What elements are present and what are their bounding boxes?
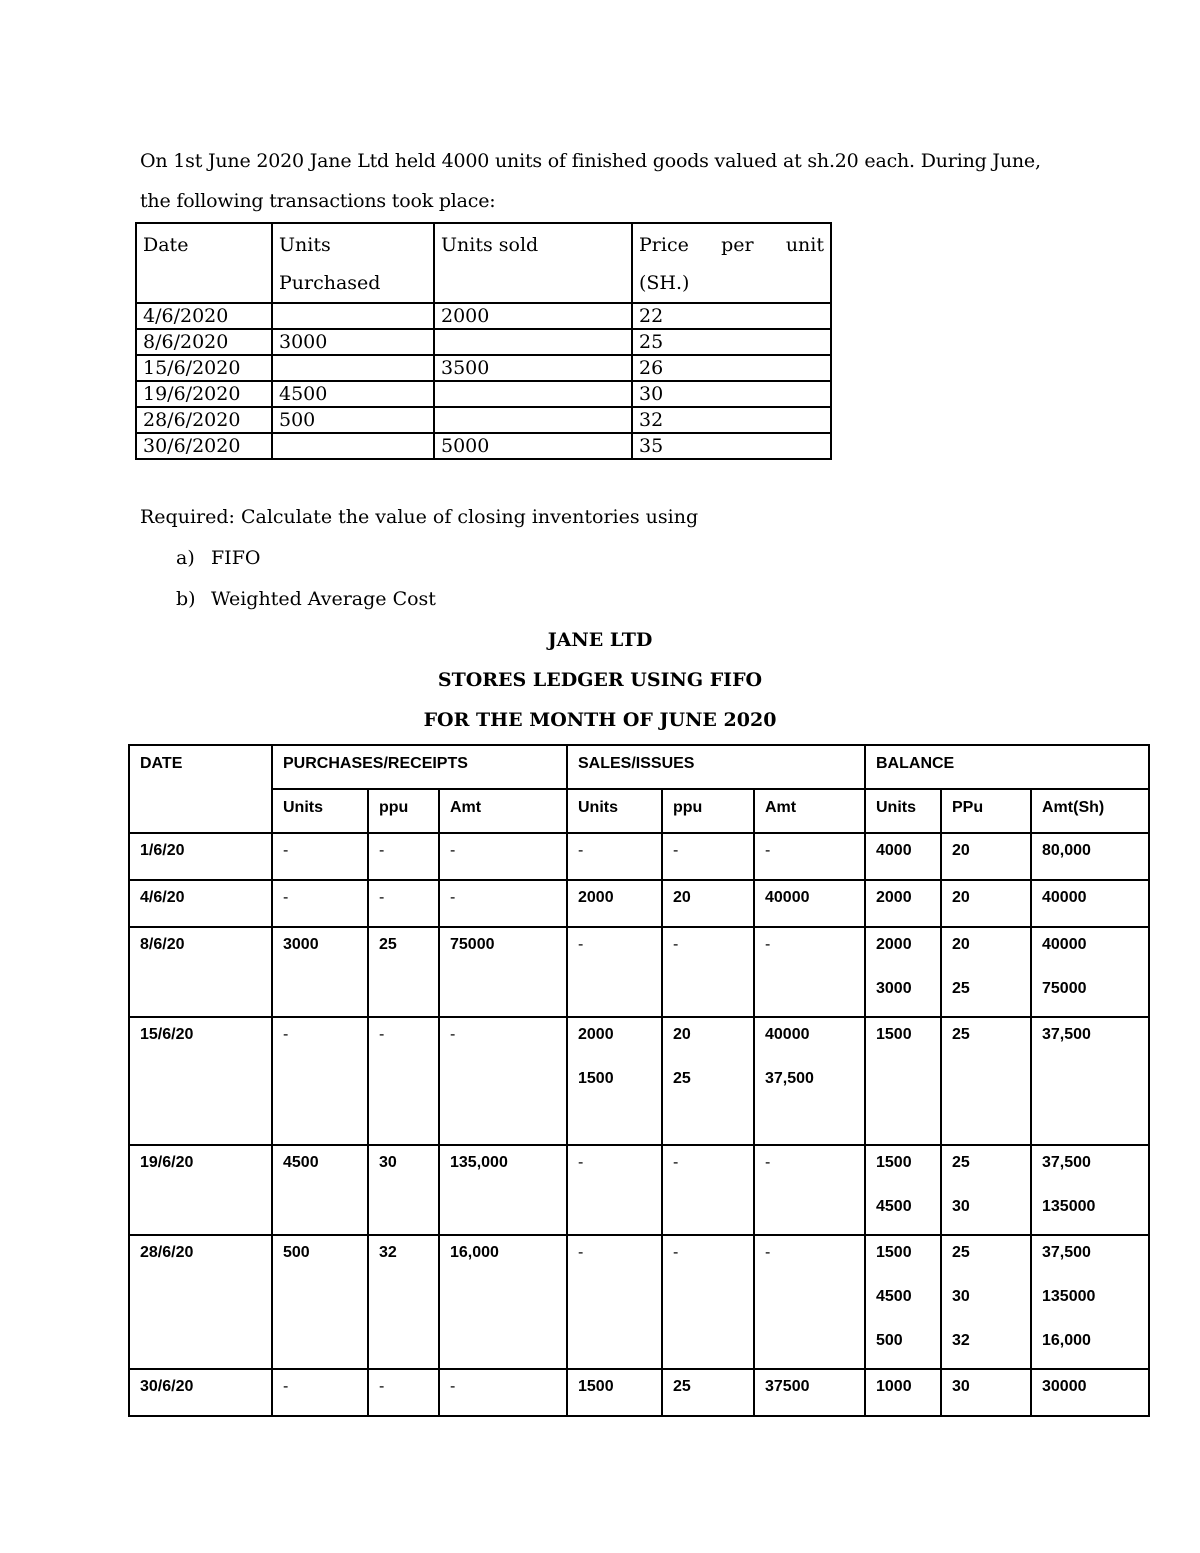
ledger-cell-b-units [865,1017,941,1145]
ledger-value: 2000 [876,936,912,953]
transaction-cell-price: 35 [632,433,831,459]
ledger-cell-p-amt [439,1017,567,1145]
ledger-header-date: DATE [129,745,272,833]
ledger-value: - [673,1244,679,1261]
ledger-value: - [379,1026,385,1043]
ledger-value: 25 [673,1070,691,1087]
transaction-cell-sold: 2000 [434,303,632,329]
transactions-table [135,222,832,460]
ledger-cell-b-ppu [941,1145,1031,1235]
ledger-value: - [450,1026,456,1043]
ledger-cell-date [129,1017,272,1145]
ledger-cell-date [129,1145,272,1235]
ledger-cell-b-ppu [941,927,1031,1017]
ledger-value: 135,000 [450,1154,508,1171]
transaction-cell-date: 30/6/2020 [136,433,272,459]
header-date: Date [136,223,272,303]
ledger-cell-date: 1/6/20 [129,833,272,880]
ledger-value: 20 [952,936,970,953]
ledger-cell-s-amt: 40000 [754,880,865,927]
header-price-per-unit [632,223,831,303]
ledger-value: - [578,936,584,953]
ledger-cell-s-ppu: 20 [662,880,754,927]
ledger-cell-b-units [865,1235,941,1369]
transaction-cell-date: 19/6/2020 [136,381,272,407]
transaction-cell-purchased [272,355,434,381]
transaction-cell-sold: 5000 [434,433,632,459]
ledger-value: 20 [673,1026,691,1043]
ledger-cell-p-amt: - [439,833,567,880]
ledger-row [129,1017,1149,1145]
required-line: Required: Calculate the value of closing inventories using [140,506,699,528]
intro-line-1: On 1st June 2020 Jane Ltd held 4000 units of finished goods valued at sh.20 each. During June, [140,150,1041,172]
header-price-word-1: Price [639,234,689,256]
transaction-row [136,355,831,381]
ledger-value: - [765,1244,771,1261]
ledger-cell-p-ppu [368,927,439,1017]
ledger-cell-b-units: 1000 [865,1369,941,1416]
ledger-cell-b-amt: 40000 [1031,880,1149,927]
transaction-row [136,329,831,355]
ledger-row [129,1145,1149,1235]
ledger-cell-p-units [272,1017,368,1145]
ledger-value: 135000 [1042,1198,1096,1215]
ledger-value: - [673,936,679,953]
transaction-cell-purchased: 3000 [272,329,434,355]
transaction-row [136,433,831,459]
ledger-cell-s-amt [754,927,865,1017]
ledger-value: 37,500 [1042,1026,1091,1043]
ledger-cell-date [129,927,272,1017]
ledger-row [129,927,1149,1017]
transaction-cell-date: 28/6/2020 [136,407,272,433]
ledger-value: 2000 [578,1026,614,1043]
ledger-cell-b-ppu [941,1235,1031,1369]
intro-paragraph [140,141,1100,221]
ledger-header-sales: SALES/ISSUES [567,745,865,789]
ledger-header-s-units: Units [567,789,662,833]
ledger-cell-date: 4/6/20 [129,880,272,927]
ledger-value: - [765,936,771,953]
ledger-value: 37,500 [1042,1244,1091,1261]
ledger-cell-p-amt [439,1145,567,1235]
ledger-value: - [765,1154,771,1171]
ledger-value: 37,500 [765,1070,814,1087]
ledger-value: 4500 [876,1288,912,1305]
ledger-value: 28/6/20 [140,1244,194,1261]
ledger-cell-s-units: - [567,833,662,880]
ledger-value: 8/6/20 [140,936,185,953]
ledger-value: 30 [379,1154,397,1171]
ledger-title: STORES LEDGER USING FIFO [437,669,763,691]
ledger-cell-s-ppu [662,1235,754,1369]
ledger-cell-s-ppu: 25 [662,1369,754,1416]
ledger-cell-p-ppu [368,1235,439,1369]
transaction-cell-date: 15/6/2020 [136,355,272,381]
transaction-cell-price: 30 [632,381,831,407]
ledger-cell-p-ppu [368,1145,439,1235]
ledger-cell-p-units [272,1235,368,1369]
header-units-sold: Units sold [434,223,632,303]
transaction-cell-price: 32 [632,407,831,433]
transaction-cell-price: 25 [632,329,831,355]
header-price-line2: (SH.) [639,272,690,294]
ledger-value: 25 [952,980,970,997]
ledger-cell-s-units: 2000 [567,880,662,927]
ledger-cell-p-units: - [272,1369,368,1416]
ledger-cell-p-units [272,927,368,1017]
header-price-word-3: unit [785,234,824,256]
ledger-cell-b-amt [1031,1235,1149,1369]
ledger-header-b-amt: Amt(Sh) [1031,789,1149,833]
ledger-cell-s-amt [754,1145,865,1235]
ledger-row [129,1235,1149,1369]
ledger-value: - [283,1026,289,1043]
transaction-cell-purchased: 4500 [272,381,434,407]
header-price-line1 [639,226,824,264]
ledger-value: 40000 [1042,936,1087,953]
ledger-value: 3000 [876,980,912,997]
ledger-header-p-amt: Amt [439,789,567,833]
ledger-value: - [578,1244,584,1261]
transaction-cell-sold: 3500 [434,355,632,381]
ledger-header-purchases: PURCHASES/RECEIPTS [272,745,567,789]
ledger-cell-s-amt: 37500 [754,1369,865,1416]
ledger-cell-p-ppu [368,1017,439,1145]
ledger-value: 75000 [1042,980,1087,997]
ledger-cell-s-amt [754,1017,865,1145]
ledger-header-b-units: Units [865,789,941,833]
ledger-value: 16,000 [1042,1332,1091,1349]
transaction-cell-purchased: 500 [272,407,434,433]
header-price-word-2: per [721,234,754,256]
ledger-cell-p-amt: - [439,1369,567,1416]
ledger-value: 3000 [283,936,319,953]
ledger-value: 30 [952,1198,970,1215]
ledger-value: 500 [876,1332,903,1349]
ledger-value: 40000 [765,1026,810,1043]
ledger-value: 30 [952,1288,970,1305]
ledger-value: 25 [952,1026,970,1043]
transaction-cell-sold [434,407,632,433]
ledger-cell-s-ppu [662,1145,754,1235]
transaction-cell-sold [434,329,632,355]
ledger-cell-b-amt [1031,927,1149,1017]
ledger-cell-p-amt [439,927,567,1017]
ledger-cell-b-units [865,927,941,1017]
ledger-cell-s-ppu: - [662,833,754,880]
ledger-header-row-2 [129,789,1149,833]
transaction-cell-date: 8/6/2020 [136,329,272,355]
ledger-value: 1500 [876,1154,912,1171]
ledger-cell-s-units [567,1145,662,1235]
transactions-body [136,303,831,459]
ledger-cell-date: 30/6/20 [129,1369,272,1416]
ledger-cell-b-ppu [941,1017,1031,1145]
ledger-row [129,1369,1149,1416]
transaction-cell-purchased [272,303,434,329]
ledger-cell-p-ppu: - [368,833,439,880]
transaction-row [136,303,831,329]
ledger-value: 16,000 [450,1244,499,1261]
ledger-cell-b-amt: 30000 [1031,1369,1149,1416]
item-a-text: FIFO [211,547,261,569]
stores-ledger-table [128,744,1150,1417]
ledger-header-balance: BALANCE [865,745,1149,789]
required-item-a [176,538,698,579]
ledger-cell-b-units [865,1145,941,1235]
ledger-value: 1500 [876,1026,912,1043]
ledger-header-b-ppu: PPu [941,789,1031,833]
ledger-value: 500 [283,1244,310,1261]
required-item-b [176,579,698,620]
ledger-header-s-amt: Amt [754,789,865,833]
ledger-value: 15/6/20 [140,1026,194,1043]
ledger-cell-b-ppu: 20 [941,880,1031,927]
ledger-cell-s-units: 1500 [567,1369,662,1416]
ledger-value: 32 [379,1244,397,1261]
ledger-value: 32 [952,1332,970,1349]
ledger-cell-b-units: 2000 [865,880,941,927]
transaction-cell-date: 4/6/2020 [136,303,272,329]
ledger-row [129,833,1149,880]
transaction-cell-purchased [272,433,434,459]
transactions-header-row [136,223,831,303]
ledger-cell-s-units [567,927,662,1017]
ledger-cell-p-ppu: - [368,1369,439,1416]
ledger-header-p-ppu: ppu [368,789,439,833]
company-name: JANE LTD [547,629,653,651]
ledger-cell-p-ppu: - [368,880,439,927]
ledger-cell-s-ppu [662,927,754,1017]
ledger-value: 135000 [1042,1288,1096,1305]
ledger-header-s-ppu: ppu [662,789,754,833]
ledger-cell-s-amt [754,1235,865,1369]
intro-line-2: the following transactions took place: [140,190,496,212]
ledger-value: 25 [952,1244,970,1261]
required-section [140,497,698,620]
ledger-cell-s-ppu [662,1017,754,1145]
ledger-cell-date [129,1235,272,1369]
transaction-row [136,407,831,433]
ledger-period: FOR THE MONTH OF JUNE 2020 [423,709,777,731]
ledger-value: 1500 [578,1070,614,1087]
ledger-cell-s-units [567,1235,662,1369]
item-b-label: b) [176,588,196,610]
ledger-cell-b-amt: 80,000 [1031,833,1149,880]
ledger-cell-p-units: - [272,880,368,927]
ledger-cell-p-amt: - [439,880,567,927]
ledger-cell-b-ppu: 30 [941,1369,1031,1416]
ledger-value: 4500 [283,1154,319,1171]
ledger-cell-b-ppu: 20 [941,833,1031,880]
transaction-row [136,381,831,407]
item-b-text: Weighted Average Cost [211,588,436,610]
ledger-cell-b-amt [1031,1145,1149,1235]
ledger-header-row-1 [129,745,1149,789]
ledger-cell-s-units [567,1017,662,1145]
ledger-value: 37,500 [1042,1154,1091,1171]
ledger-body [129,833,1149,1416]
header-units-purchased-line1: Units [279,234,331,256]
ledger-value: 4500 [876,1198,912,1215]
ledger-cell-s-amt: - [754,833,865,880]
ledger-header-p-units: Units [272,789,368,833]
item-a-label: a) [176,547,195,569]
ledger-value: 19/6/20 [140,1154,194,1171]
transaction-cell-price: 22 [632,303,831,329]
ledger-value: 75000 [450,936,495,953]
ledger-value: - [578,1154,584,1171]
ledger-cell-p-units [272,1145,368,1235]
ledger-cell-p-amt [439,1235,567,1369]
ledger-cell-b-units: 4000 [865,833,941,880]
ledger-row [129,880,1149,927]
ledger-value: 1500 [876,1244,912,1261]
ledger-cell-p-units: - [272,833,368,880]
header-units-purchased-line2: Purchased [279,272,381,294]
ledger-value: 25 [379,936,397,953]
transaction-cell-price: 26 [632,355,831,381]
transaction-cell-sold [434,381,632,407]
ledger-cell-b-amt [1031,1017,1149,1145]
header-units-purchased [272,223,434,303]
ledger-value: 25 [952,1154,970,1171]
ledger-value: - [673,1154,679,1171]
ledger-headings [0,620,1200,740]
